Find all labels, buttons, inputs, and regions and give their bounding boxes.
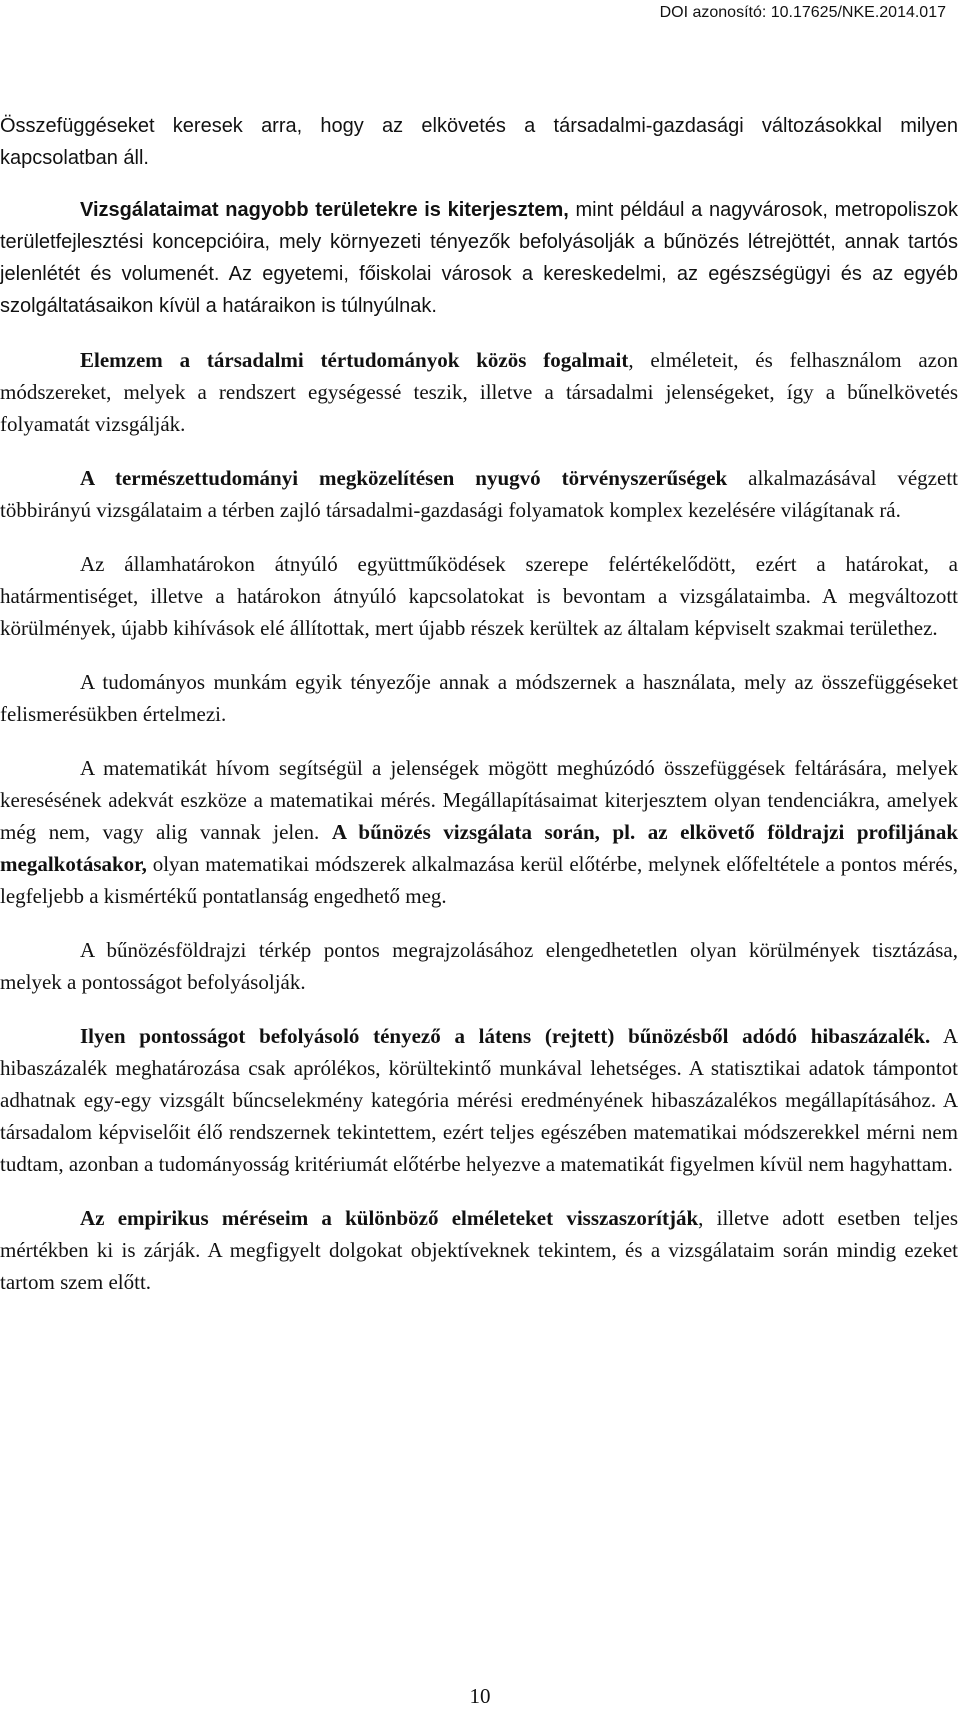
paragraph-8 (0, 934, 958, 998)
paragraph-text: , elméleteit, és felhasználom azon módszereket, melyek a rendszert egységessé teszik, illetve a társadalmi jelenségeket, így a bűnelkövetés folyamatát vizsgálják. (0, 348, 958, 436)
paragraph-text: , illetve adott esetben teljes mértékben ki is zárják. A megfigyelt dolgokat objektíveknek tekintem, és a vizsgálataim során mindig ezeket tartom szem előtt. (0, 1206, 958, 1294)
doi-identifier: DOI azonosító: 10.17625/NKE.2014.017 (659, 4, 946, 21)
paragraph-9 (0, 1020, 958, 1180)
paragraph-bold-lead: Az empirikus méréseim a különböző elméleteket visszaszorítják (80, 1206, 699, 1230)
paragraph-text: Az államhatárokon átnyúló együttműködések szerepe felértékelődött, ezért a határokat, a határmentiséget, illetve a határokon átnyúló kapcsolatokat is bevontam a vizsgálataimba. A megváltozott körülmények, újabb kihívások elé állítottak, mert újabb részek kerültek az általam képviselt szakmai területhez. (0, 552, 958, 640)
paragraph-text: mint például a nagyvárosok, metropoliszok területfejlesztési koncepcióira, mely környezeti tényezők befolyásolják a bűnözés létrejöttét, annak tartós jelenlétét és volumenét. Az egyetemi, főiskolai városok a kereskedelmi, az egészségügyi és az egyéb szolgáltatásaikon kívül a határaikon is túlnyúlnak. (0, 199, 958, 317)
paragraph-text: olyan matematikai módszerek alkalmazása kerül előtérbe, melynek előfeltétele a pontos mérés, legfeljebb a kismértékű pontatlanság engedhető meg. (0, 852, 958, 908)
paragraph-10 (0, 1202, 958, 1298)
paragraph-7 (0, 752, 958, 912)
paragraph-6 (0, 666, 958, 730)
paragraph-text: A tudományos munkám egyik tényezője annak a módszernek a használata, mely az összefüggéseket felismerésükben értelmezi. (0, 670, 958, 726)
paragraph-5 (0, 548, 958, 644)
paragraph-bold-inline: A bűnözés vizsgálata során, pl. az elkövető földrajzi profiljának megalkotásakor, (0, 820, 959, 876)
paragraph-2 (0, 194, 958, 322)
paragraph-bold-lead: Elemzem a társadalmi tértudományok közös fogalmait (80, 348, 629, 372)
paragraph-text: A hibaszázalék meghatározása csak aprólékos, körültekintő munkával lehetséges. A statisztikai adatok támpontot adhatnak egy-egy vizsgált bűncselekmény kategória mérési eredményének hibaszázalékos megállapításához. A társadalom képviselőit élő rendszernek tekintettem, ezért teljes egészében matematikai módszerekkel mérni nem tudtam, azonban a tudományosság kritériumát előtérbe helyezve a matematikát figyelmen kívül nem hagyhattam. (0, 1024, 958, 1176)
page-number: 10 (469, 1684, 491, 1708)
paragraph-text: A bűnözésföldrajzi térkép pontos megrajzolásához elengedhetetlen olyan körülmények tisztázása, melyek a pontosságot befolyásolják. (0, 938, 958, 994)
paragraph-bold-lead: Ilyen pontosságot befolyásoló tényező a látens (rejtett) bűnözésből adódó hibaszázalék. (80, 1024, 931, 1048)
paragraph-1 (0, 110, 958, 174)
paragraph-text: A matematikát hívom segítségül a jelenségek mögött meghúzódó összefüggések feltárására, melyek keresésének adekvát eszköze a matematikai mérés. Megállapításaimat kiterjesztem olyan tendenciákra, amelyek még nem, vagy alig vannak jelen. (0, 756, 958, 844)
paragraph-3 (0, 344, 958, 440)
paragraph-bold-lead: Vizsgálataimat nagyobb területekre is kiterjesztem, (80, 199, 569, 221)
paragraph-text: alkalmazásával végzett többirányú vizsgálataim a térben zajló társadalmi-gazdasági folyamatok komplex kezelésére világítanak rá. (0, 466, 958, 522)
paragraph-4 (0, 462, 958, 526)
document-body (0, 110, 960, 1320)
paragraph-text: Összefüggéseket keresek arra, hogy az elkövetés a társadalmi-gazdasági változásokkal milyen kapcsolatban áll. (0, 115, 958, 169)
paragraph-bold-lead: A természettudományi megközelítésen nyugvó törvényszerűségek (80, 466, 728, 490)
